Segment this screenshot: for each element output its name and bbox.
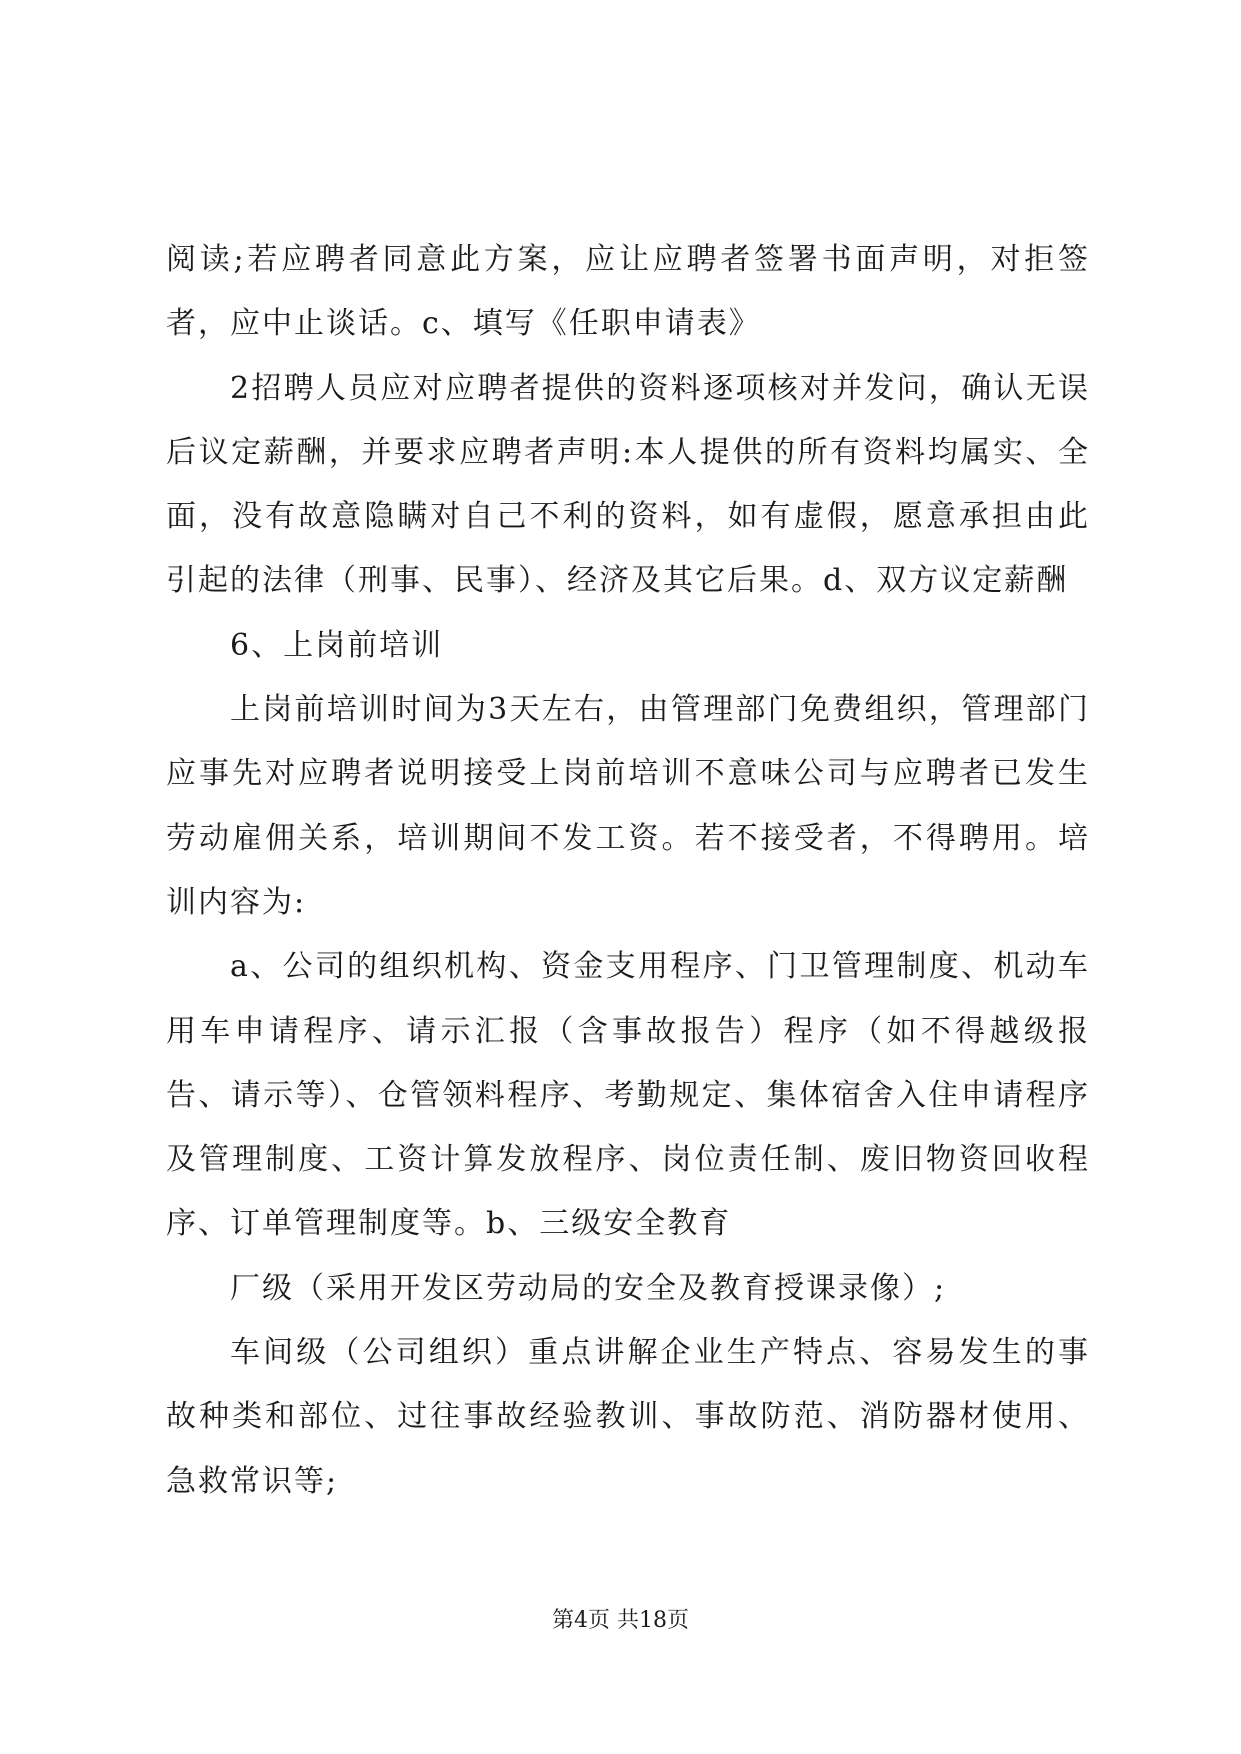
- paragraph-2: 2招聘人员应对应聘者提供的资料逐项核对并发问，确认无误后议定薪酬，并要求应聘者声明:本人提供的所有资料均属实、全面，没有故意隐瞒对自己不利的资料，如有虚假，愿意承担由此引起的法律（刑事、民事）、经济及其它后果。d、双方议定薪酬: [166, 370, 1090, 599]
- document-body: [166, 228, 1090, 1514]
- paragraph-6: 车间级（公司组织）重点讲解企业生产特点、容易发生的事故种类和部位、过往事故经验教训、事故防范、消防器材使用、急救常识等;: [166, 1335, 1090, 1499]
- page-number-footer: 第4页 共18页: [552, 1608, 689, 1633]
- section-heading-training: 6、上岗前培训: [230, 627, 444, 663]
- paragraph-4: a、公司的组织机构、资金支用程序、门卫管理制度、机动车用车申请程序、请示汇报（含事故报告）程序（如不得越级报告、请示等）、仓管领料程序、考勤规定、集体宿舍入住申请程序及管理制度、工资计算发放程序、岗位责任制、废旧物资回收程序、订单管理制度等。b、三级安全教育: [166, 949, 1090, 1242]
- paragraph-1: 阅读;若应聘者同意此方案，应让应聘者签署书面声明，对拒签者，应中止谈话。c、填写《任职申请表》: [166, 242, 1090, 342]
- paragraph-3: 上岗前培训时间为3天左右，由管理部门免费组织，管理部门应事先对应聘者说明接受上岗前培训不意味公司与应聘者已发生劳动雇佣关系，培训期间不发工资。若不接受者，不得聘用。培训内容为:: [166, 692, 1090, 920]
- paragraph-5: 厂级（采用开发区劳动局的安全及教育授课录像）;: [230, 1270, 947, 1306]
